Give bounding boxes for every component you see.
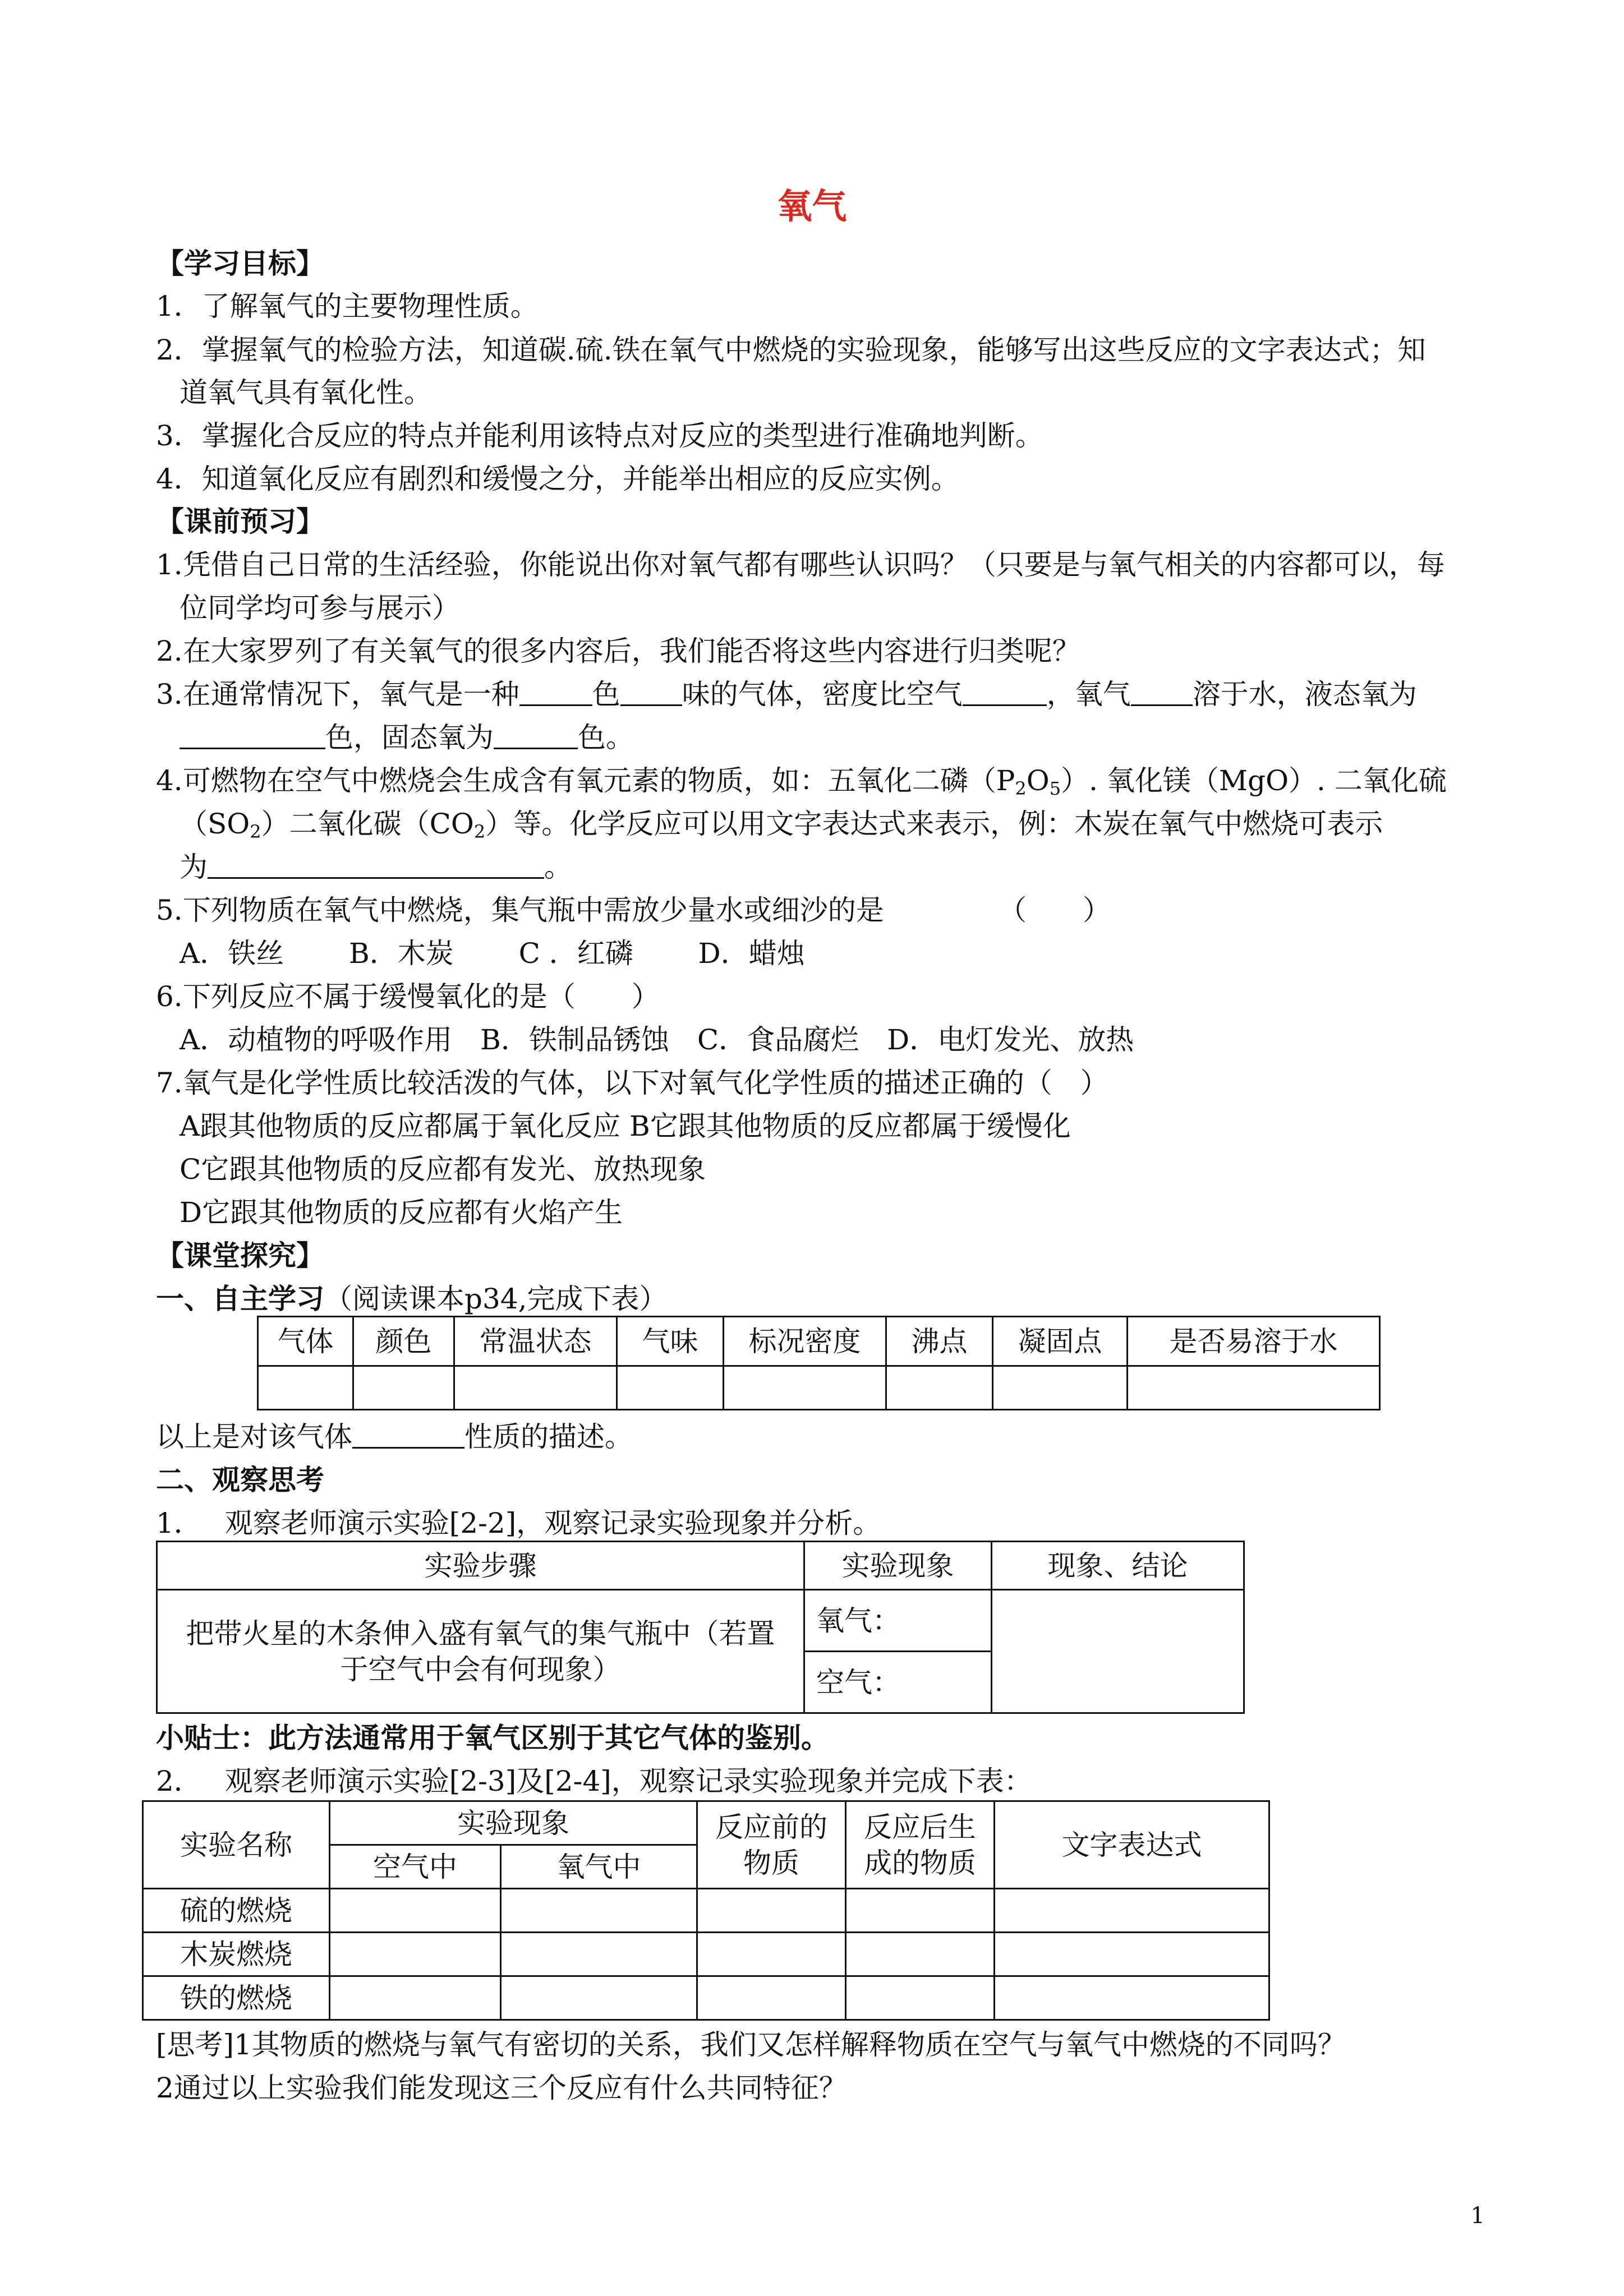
- q3-text-e: 溶于水，液态氧为: [1192, 678, 1417, 711]
- tip-text: 小贴士：此方法通常用于氧气区别于其它气体的鉴别。: [156, 1721, 829, 1754]
- preview-q6: 6.下列反应不属于缓慢氧化的是（ ）: [156, 980, 660, 1013]
- blank-liquid-color[interactable]: [180, 720, 325, 749]
- cell-density[interactable]: [724, 1366, 886, 1410]
- th-state: 常温状态: [454, 1317, 617, 1366]
- cell-charcoal-after[interactable]: [846, 1933, 995, 1976]
- row-iron-name: 铁的燃烧: [143, 1976, 330, 2020]
- cell-charcoal-oxygen[interactable]: [501, 1933, 697, 1976]
- cell-gas[interactable]: [258, 1366, 353, 1410]
- cell-freezing[interactable]: [993, 1366, 1128, 1410]
- cell-iron-oxygen[interactable]: [501, 1976, 697, 2020]
- q3-text-g: 色。: [578, 721, 634, 754]
- think-q2: 2通过以上实验我们能发现这三个反应有什么共同特征？: [156, 2072, 847, 2104]
- q4-text-a: 4.可燃物在空气中燃烧会生成含有氧元素的物质，如：五氧化二磷（P: [156, 764, 1015, 797]
- air-result-cell[interactable]: 空气：: [804, 1652, 992, 1713]
- after-table1: [156, 1419, 633, 1455]
- preview-q4-line3: [180, 849, 572, 885]
- objective-1: 1．了解氧气的主要物理性质。: [156, 290, 539, 322]
- preview-q4-line2: [180, 806, 1383, 850]
- objectives-heading: 【学习目标】: [156, 247, 324, 280]
- th-after-2: 成的物质: [864, 1846, 976, 1879]
- part1-line: [156, 1281, 668, 1317]
- q4-text-e: ）二氧化碳（CO: [261, 808, 474, 840]
- explore-heading: 【课堂探究】: [156, 1239, 324, 1272]
- q3-text-b: 色: [592, 678, 620, 711]
- cell-sulfur-before[interactable]: [697, 1889, 846, 1933]
- th-freezing: 凝固点: [993, 1317, 1128, 1366]
- experiment2-table: [142, 1800, 1270, 2021]
- part2-title: 二、观察思考: [156, 1463, 324, 1496]
- th-color: 颜色: [353, 1317, 454, 1366]
- q4-sub-b: 5: [1049, 778, 1061, 799]
- blank-smell[interactable]: [620, 676, 682, 706]
- preview-q4-line1: [156, 763, 1447, 806]
- th-expression: 文字表达式: [995, 1801, 1269, 1889]
- cell-sulfur-after[interactable]: [846, 1889, 995, 1933]
- step-line1: 把带火星的木条伸入盛有氧气的集气瓶中（若置: [186, 1617, 775, 1650]
- preview-q6-options: A．动植物的呼吸作用 B．铁制品锈蚀 C．食品腐烂 D．电灯发光、放热: [180, 1023, 1134, 1056]
- th-in-air: 空气中: [330, 1845, 501, 1889]
- objective-2-cont: 道氧气具有氧化性。: [180, 376, 432, 409]
- part1-title: 一、自主学习: [156, 1282, 324, 1315]
- cell-iron-after[interactable]: [846, 1976, 995, 2020]
- preview-q3-line2: [180, 720, 634, 755]
- cell-smell[interactable]: [617, 1366, 724, 1410]
- step-line2: 于空气中会有何现象）: [340, 1653, 621, 1686]
- after-table1-b: 性质的描述。: [464, 1421, 633, 1453]
- th-in-oxygen: 氧气中: [501, 1845, 697, 1889]
- th-density: 标况密度: [724, 1317, 886, 1366]
- th-phenomenon: 实验现象: [804, 1542, 992, 1590]
- after-table1-a: 以上是对该气体: [156, 1421, 352, 1453]
- cell-boiling[interactable]: [886, 1366, 993, 1410]
- preview-q7: 7.氧气是化学性质比较活泼的气体，以下对氧气化学性质的描述正确的（ ）: [156, 1067, 1108, 1099]
- preview-heading: 【课前预习】: [156, 505, 324, 538]
- oxygen-result-cell[interactable]: 氧气：: [804, 1590, 992, 1652]
- cell-sulfur-expression[interactable]: [995, 1889, 1269, 1933]
- th-exp-phenomenon: 实验现象: [330, 1801, 697, 1845]
- q3-text-f: 色，固态氧为: [325, 721, 494, 754]
- cell-charcoal-before[interactable]: [697, 1933, 846, 1976]
- th-after: [846, 1801, 995, 1889]
- exp1-intro: 1． 观察老师演示实验[2-2]，观察记录实验现象并分析。: [156, 1507, 881, 1539]
- blank-density[interactable]: [963, 676, 1047, 706]
- preview-q7-d: D它跟其他物质的反应都有火焰产生: [180, 1196, 623, 1229]
- th-boiling: 沸点: [886, 1317, 993, 1366]
- th-before-1: 反应前的: [715, 1810, 827, 1843]
- th-exp-name: 实验名称: [143, 1801, 330, 1889]
- th-smell: 气味: [617, 1317, 724, 1366]
- q4-text-h: 。: [544, 851, 572, 883]
- preview-q1-line2: 位同学均可参与展示）: [180, 592, 460, 624]
- preview-q7-ab: A跟其他物质的反应都属于氧化反应 B它跟其他物质的反应都属于缓慢化: [180, 1110, 1071, 1142]
- q4-sub-a: 2: [1015, 778, 1027, 799]
- experiment1-table: [156, 1541, 1245, 1714]
- preview-q5-options: A．铁丝 B．木炭 C ．红磷 D．蜡烛: [180, 937, 805, 970]
- blank-solubility[interactable]: [1131, 676, 1193, 706]
- cell-charcoal-expression[interactable]: [995, 1933, 1269, 1976]
- row-sulfur-name: 硫的燃烧: [143, 1889, 330, 1933]
- th-conclusion: 现象、结论: [992, 1542, 1244, 1590]
- preview-q7-c: C它跟其他物质的反应都有发光、放热现象: [180, 1153, 706, 1186]
- q4-text-d: （SO: [180, 808, 250, 840]
- cell-iron-expression[interactable]: [995, 1976, 1269, 2020]
- exp2-intro: 2． 观察老师演示实验[2-3]及[2-4]，观察记录实验现象并完成下表：: [156, 1765, 1032, 1797]
- blank-solid-color[interactable]: [494, 720, 578, 749]
- cell-state[interactable]: [454, 1366, 617, 1410]
- q4-sub-d: 2: [473, 821, 486, 842]
- th-before-2: 物质: [743, 1846, 799, 1879]
- think-q1: [思考]1其物质的燃烧与氧气有密切的关系，我们又怎样解释物质在空气与氧气中燃烧的不同吗？: [156, 2028, 1346, 2061]
- conclusion-cell[interactable]: [992, 1590, 1244, 1713]
- cell-solubility[interactable]: [1128, 1366, 1380, 1410]
- th-gas: 气体: [258, 1317, 353, 1366]
- row-charcoal-name: 木炭燃烧: [143, 1933, 330, 1976]
- cell-iron-before[interactable]: [697, 1976, 846, 2020]
- q3-text-d: ，氧气: [1046, 678, 1131, 711]
- page-number: 1: [1470, 2203, 1485, 2229]
- cell-sulfur-air[interactable]: [330, 1889, 501, 1933]
- part1-note: （阅读课本p34,完成下表）: [324, 1283, 668, 1315]
- th-steps: 实验步骤: [157, 1542, 804, 1590]
- th-before: [697, 1801, 846, 1889]
- q4-text-c: ）. 氧化镁（MgO）. 二氧化硫: [1061, 764, 1447, 797]
- q4-text-f: ）等。化学反应可以用文字表达式来表示，例：木炭在氧气中燃烧可表示: [485, 808, 1383, 840]
- blank-color[interactable]: [519, 676, 592, 706]
- th-after-1: 反应后生: [864, 1810, 976, 1843]
- th-solubility: 是否易溶于水: [1128, 1317, 1380, 1366]
- preview-q1-line1: 1.凭借自己日常的生活经验，你能说出你对氧气都有哪些认识吗？（只要是与氧气相关的内容都可以，每: [156, 548, 1445, 581]
- objective-3: 3．掌握化合反应的特点并能利用该特点对反应的类型进行准确地判断。: [156, 419, 1043, 452]
- step-cell: [157, 1590, 804, 1713]
- q4-text-g: 为: [180, 851, 208, 883]
- cell-charcoal-air[interactable]: [330, 1933, 501, 1976]
- preview-q3-line1: [156, 676, 1417, 712]
- q3-text-a: 3.在通常情况下，氧气是一种: [156, 678, 519, 711]
- preview-q5: 5.下列物质在氧气中燃烧，集气瓶中需放少量水或细沙的是: [156, 894, 884, 926]
- q4-sub-c: 2: [250, 821, 261, 842]
- q4-text-b: O: [1026, 764, 1050, 797]
- cell-sulfur-oxygen[interactable]: [501, 1889, 697, 1933]
- cell-color[interactable]: [353, 1366, 454, 1410]
- page-title: 氧气: [777, 186, 847, 227]
- properties-table: [257, 1316, 1381, 1410]
- q3-text-c: 味的气体，密度比空气: [682, 678, 963, 711]
- objective-4: 4．知道氧化反应有剧烈和缓慢之分，并能举出相应的反应实例。: [156, 463, 959, 495]
- cell-iron-air[interactable]: [330, 1976, 501, 2020]
- blank-expression[interactable]: [208, 849, 544, 879]
- blank-property-type[interactable]: [352, 1419, 464, 1449]
- preview-q2: 2.在大家罗列了有关氧气的很多内容后，我们能否将这些内容进行归类呢？: [156, 635, 1080, 667]
- preview-q5-answer[interactable]: （ ）: [999, 894, 1111, 926]
- objective-2: 2．掌握氧气的检验方法，知道碳.硫.铁在氧气中燃烧的实验现象，能够写出这些反应的文字表达式；知: [156, 334, 1426, 366]
